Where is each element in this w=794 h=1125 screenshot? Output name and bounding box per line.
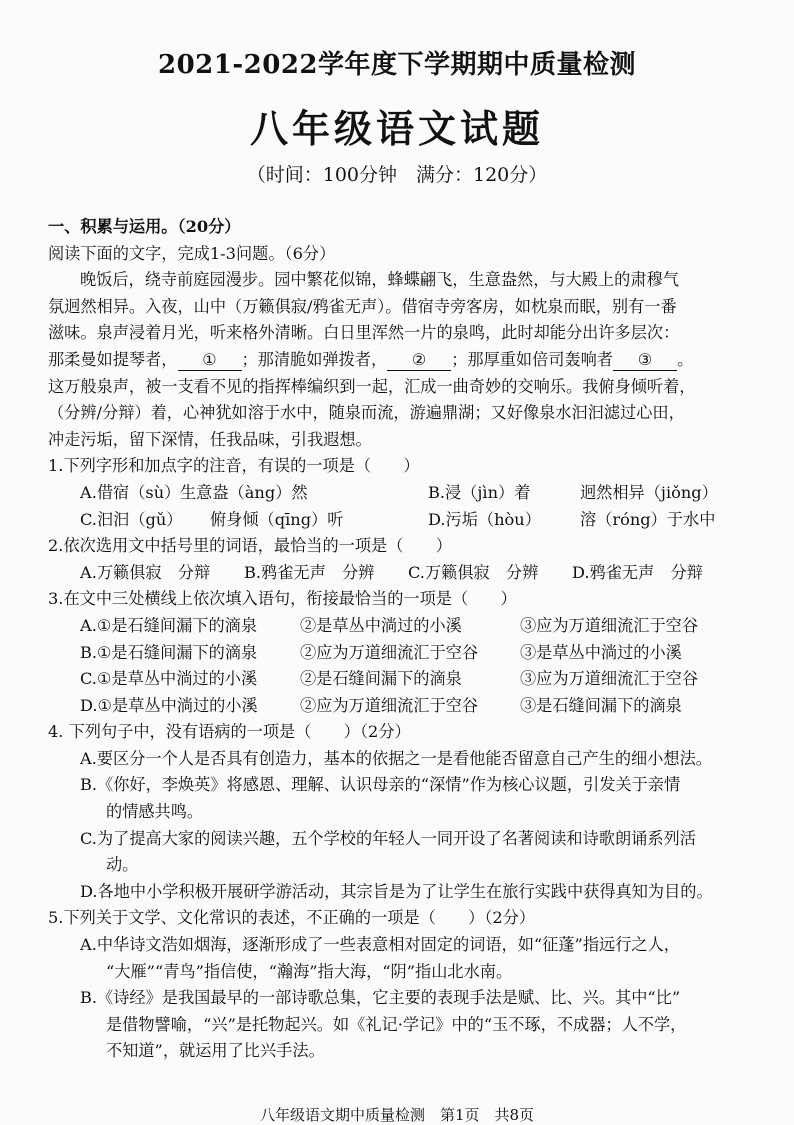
option-b: B.鸦雀无声 分辨 (244, 562, 375, 582)
option-c1: C.汩汩（gǔ） (80, 509, 183, 529)
question-2-options (48, 560, 768, 587)
question-4-stem: 4. 下列句子中，没有语病的一项是（ ）（2分） (48, 722, 411, 742)
option-b-cont: 不知道”，就运用了比兴手法。 (106, 1041, 325, 1061)
question-5-stem: 5.下列关于文学、文化常识的表述，不正确的一项是（ ）（2分） (48, 908, 536, 928)
passage-line-blanks: 那柔曼如提琴者， ① ；那清脆如弹拨者， ② ；那厚重如倍司轰响者 ③ 。 (48, 349, 694, 369)
option-b1: B.浸（jìn）着 (428, 482, 531, 502)
passage-line: 晚饭后，绕寺前庭园漫步。园中繁花似锦，蜂蝶翩飞，生意盎然，与大殿上的肃穆气 (80, 270, 679, 290)
option-d2: 溶（róng）于水中 (580, 509, 716, 529)
option-d: D.各地中小学积极开展研学游活动，其宗旨是为了让学生在旅行实践中获得真知为目的。 (80, 881, 713, 901)
option-a2: 生意盎（àng）然 (180, 482, 308, 502)
passage-line: 冲走污垢，留下深情，任我品味，引我遐想。 (48, 429, 372, 449)
option-d1: D.污垢（hòu） (428, 509, 541, 529)
option-c: C.为了提高大家的阅读兴趣，五个学校的年轻人一同开设了名著阅读和诗歌朗诵系列活 (80, 828, 696, 848)
question-2-stem: 2.依次选用文中括号里的词语，最恰当的一项是（ ） (48, 536, 452, 556)
question-3-option-row: A.①是石缝间漏下的滴泉 ②是草丛中淌过的小溪 ③应为万道细流汇于空谷 (80, 615, 699, 635)
passage-line: 氛迥然相异。入夜，山中（万籁俱寂/鸦雀无声）。借宿寺旁客房，如枕泉而眠，别有一番 (48, 296, 677, 316)
option-d: D.鸦雀无声 分辩 (572, 562, 703, 582)
question-3-option-row: C.①是草丛中淌过的小溪 ②是石缝间漏下的滴泉 ③应为万道细流汇于空谷 (80, 669, 699, 689)
option-b-cont: 的情感共鸣。 (106, 802, 204, 822)
page-footer: 八年级语文期中质量检测 第1页 共8页 (259, 1106, 535, 1124)
option-b2: 迥然相异（jiǒng） (580, 482, 718, 502)
passage-line: 这万般泉声，被一支看不见的指挥棒编织到一起，汇成一曲奇妙的交响乐。我俯身倾听着， (48, 376, 696, 396)
option-a-cont: “大雁”“青鸟”指信使，“瀚海”指大海，“阴”指山北水南。 (106, 961, 513, 981)
time-info: （时间：100分钟 满分：120分） (246, 164, 548, 186)
option-b: B.《你好，李焕英》将感恩、理解、认识母亲的“深情”作为核心议题，引发关于亲情 (80, 775, 681, 795)
section-heading: 一、积累与运用。（20分） (48, 217, 241, 236)
option-c-cont: 动。 (106, 855, 139, 875)
exam-subtitle: 八年级语文试题 (249, 106, 544, 151)
option-a: A.万籁俱寂 分辩 (80, 562, 211, 582)
option-c: C.万籁俱寂 分辨 (408, 562, 539, 582)
question-1-options-cd (48, 507, 768, 534)
exam-title: 2021-2022学年度下学期期中质量检测 (157, 50, 637, 80)
blank-3: ③ (613, 350, 677, 371)
option-c2: 俯身倾（qīng）听 (210, 509, 344, 529)
option-a: A.中华诗文浩如烟海，逐渐形成了一些表意相对固定的词语，如“征蓬”指远行之人， (80, 935, 680, 955)
blank-1: ① (178, 350, 242, 371)
option-b: B.《诗经》是我国最早的一部诗歌总集，它主要的表现手法是赋、比、兴。其中“比” (80, 988, 681, 1008)
passage-line: （分辨/分辩）着，心神犹如溶于水中，随泉而流，游遍鼎湖；又好像泉水汩汩滤过心田， (48, 403, 685, 423)
question-3-option-row: D.①是草丛中淌过的小溪 ②应为万道细流汇于空谷 ③是石缝间漏下的滴泉 (80, 695, 682, 715)
exam-content (48, 214, 768, 1065)
option-a: A.要区分一个人是否具有创造力，基本的依据之一是看他能否留意自己产生的细小想法。 (80, 748, 712, 768)
question-3-option-row: B.①是石缝间漏下的滴泉 ②应为万道细流汇于空谷 ③是草丛中淌过的小溪 (80, 642, 682, 662)
question-1-stem: 1.下列字形和加点字的注音，有误的一项是（ ） (48, 456, 420, 476)
option-b-cont: 是借物譬喻，“兴”是托物起兴。如《礼记·学记》中的“玉不琢，不成器；人不学， (106, 1014, 687, 1034)
passage-line: 滋味。泉声浸着月光，听来格外清晰。白日里浑然一片的泉鸣，此时却能分出许多层次： (48, 323, 680, 343)
passage-intro: 阅读下面的文字，完成1-3问题。（6分） (48, 243, 336, 263)
question-3-stem: 3.在文中三处横线上依次填入语句，衔接最恰当的一项是（ ） (48, 589, 517, 609)
question-1-options-ab (48, 480, 768, 507)
blank-2: ② (387, 350, 451, 371)
option-a1: A.借宿（sù） (80, 482, 181, 502)
